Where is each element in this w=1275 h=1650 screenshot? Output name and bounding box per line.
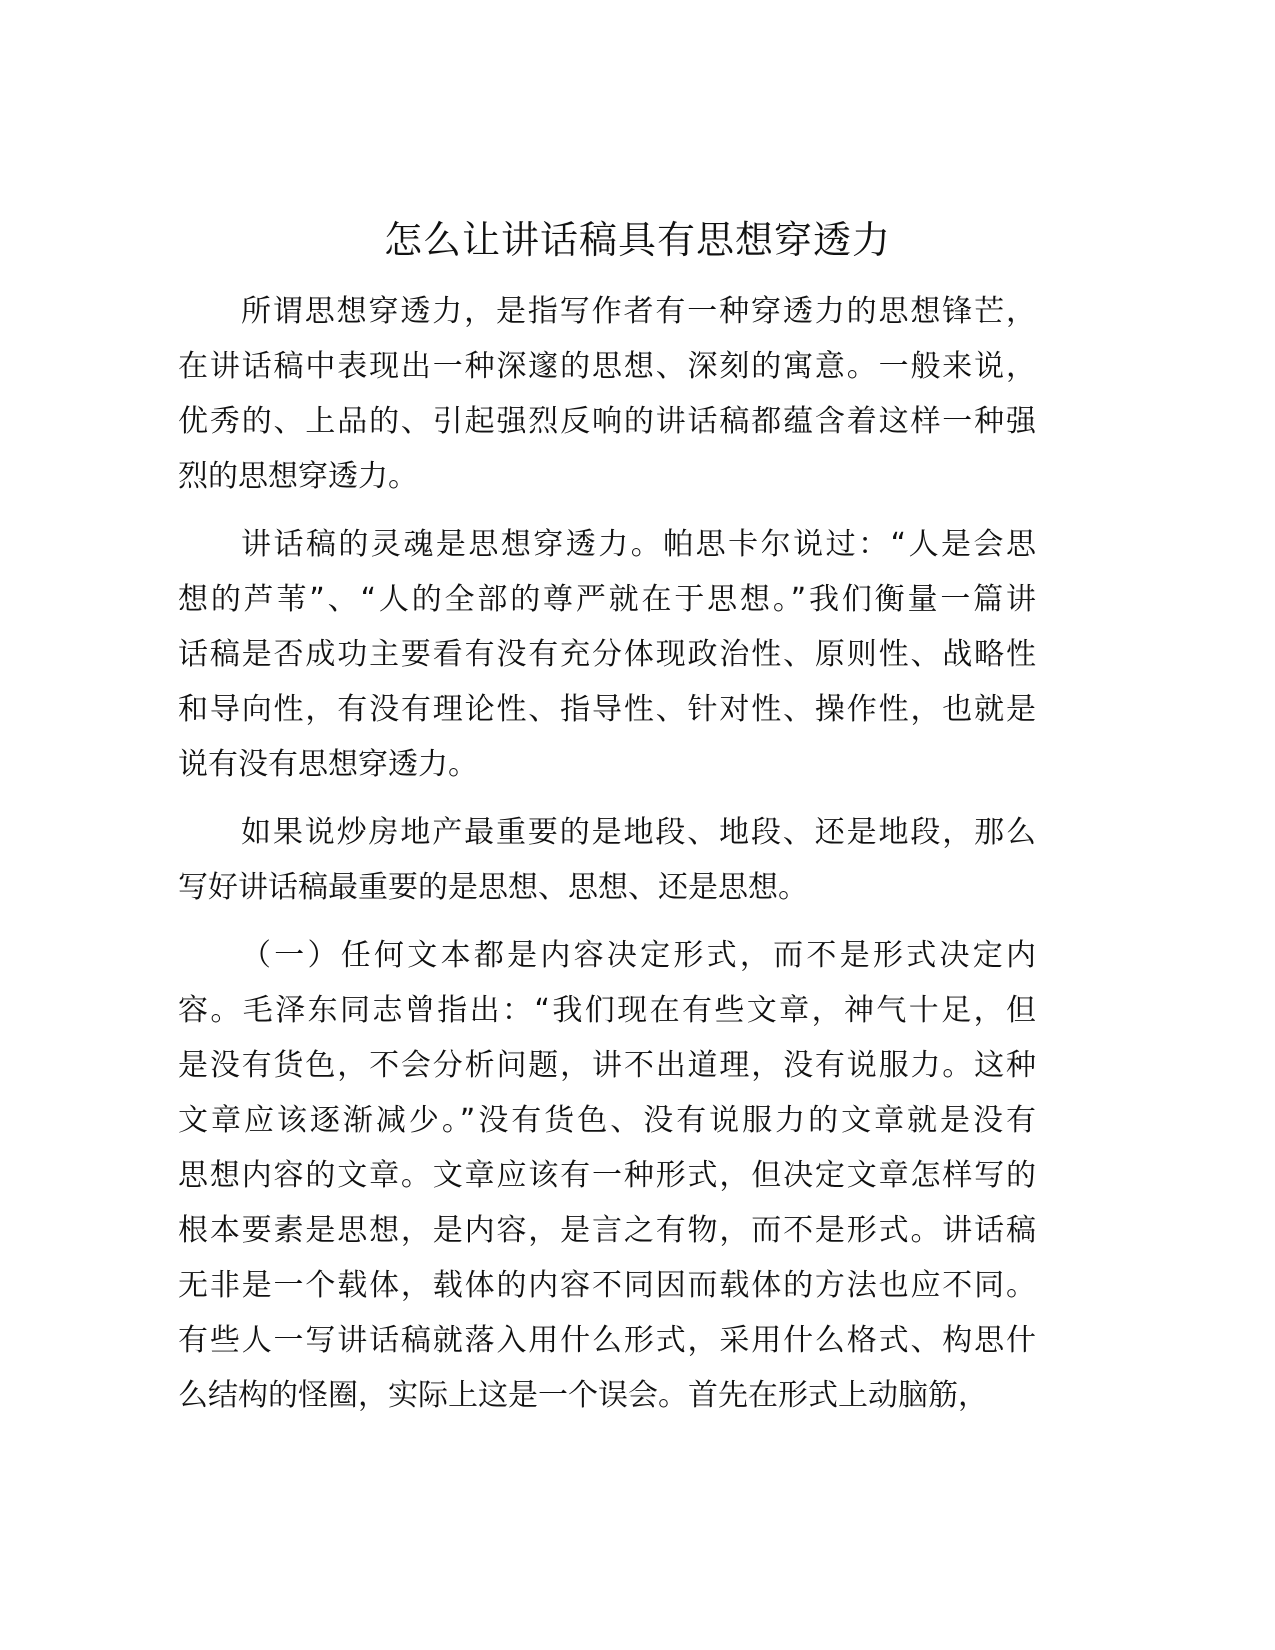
text-line: 在讲话稿中表现出一种深邃的思想、深刻的寓意。一般来说， [178,349,1036,384]
text-line: 有些人一写讲话稿就落入用什么形式，采用什么格式、构思什 [178,1323,1036,1358]
text-line: 写好讲话稿最重要的是思想、思想、还是思想。 [178,870,808,905]
text-line: 无非是一个载体，载体的内容不同因而载体的方法也应不同。 [178,1268,1036,1303]
text-line: 烈的思想穿透力。 [178,459,418,494]
paragraph [178,284,1036,504]
text-line: 是没有货色，不会分析问题，讲不出道理，没有说服力。这种 [178,1048,1036,1083]
paragraph [178,805,1036,915]
text-line: （一）任何文本都是内容决定形式，而不是形式决定内 [241,938,1036,973]
text-line: 么结构的怪圈，实际上这是一个误会。首先在形式上动脑筋， [178,1378,988,1413]
document-title: 怎么让讲话稿具有思想穿透力 [383,218,891,262]
text-line: 话稿是否成功主要看有没有充分体现政治性、原则性、战略性 [178,637,1036,672]
text-line: 说有没有思想穿透力。 [178,747,478,782]
paragraph [178,517,1036,792]
text-line: 优秀的、上品的、引起强烈反响的讲话稿都蕴含着这样一种强 [178,404,1036,439]
text-line: 讲话稿的灵魂是思想穿透力。帕思卡尔说过：“人是会思 [241,527,1036,562]
text-line: 思想内容的文章。文章应该有一种形式，但决定文章怎样写的 [178,1158,1036,1193]
text-line: 想的芦苇”、“人的全部的尊严就在于思想。”我们衡量一篇讲 [178,582,1036,617]
text-line: 和导向性，有没有理论性、指导性、针对性、操作性，也就是 [178,692,1036,727]
text-line: 所谓思想穿透力，是指写作者有一种穿透力的思想锋芒， [241,294,1036,329]
text-line: 容。毛泽东同志曾指出：“我们现在有些文章，神气十足，但 [178,993,1036,1028]
document-body [178,284,1036,1436]
text-line: 根本要素是思想，是内容，是言之有物，而不是形式。讲话稿 [178,1213,1036,1248]
paragraph [178,928,1036,1423]
text-line: 如果说炒房地产最重要的是地段、地段、还是地段，那么 [241,815,1036,850]
text-line: 文章应该逐渐减少。”没有货色、没有说服力的文章就是没有 [178,1103,1036,1138]
